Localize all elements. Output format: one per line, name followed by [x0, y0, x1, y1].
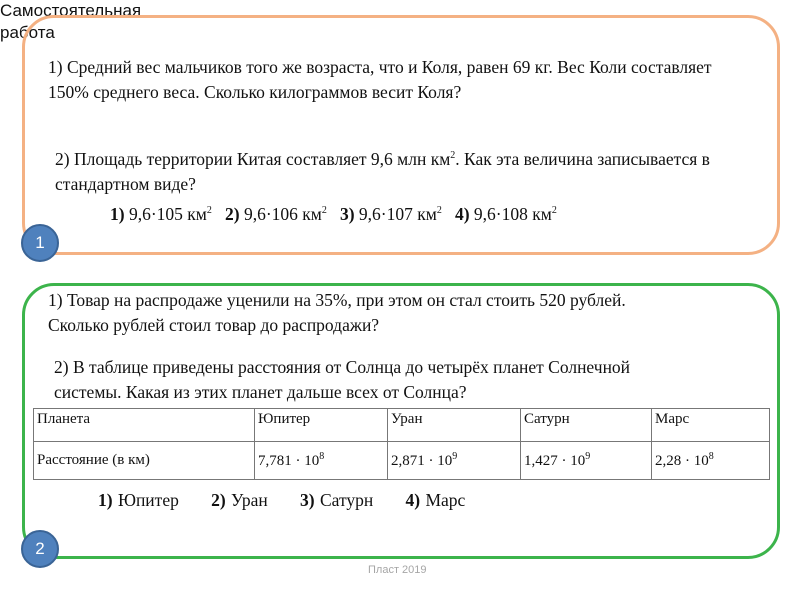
table-row [34, 442, 770, 480]
option-1: 1) 9,6·105 $км^2$ [110, 203, 212, 224]
table-cell: Уран [388, 409, 521, 442]
table-cell: Марс [652, 409, 770, 442]
card2-question-2: 2) В таблице приведены расстояния от Солнца до четырёх планет Солнечной системы. Какая из этих планет дальше всех от Солнца? [54, 357, 631, 402]
option-1: 1) Юпитер [98, 490, 179, 510]
option-3: 3) Сатурн [300, 490, 374, 510]
card1-options [110, 198, 557, 227]
q2-rest: . Как эта величина записывается в стандартном виде? [55, 148, 710, 194]
q2-text: 2) Площадь территории Китая составляет 9,6 млн км [55, 148, 451, 169]
table-cell: $1,427 \cdot 10^9$ [521, 442, 652, 480]
table-cell: Сатурн [521, 409, 652, 442]
card1-question-1: 1) Средний вес мальчиков того же возраста, что и Коля, равен 69 кг. Вес Коли составляет 150% среднего веса. Сколько килограммов весит Коля? [48, 57, 712, 102]
option-4: 4) 9,6·108 $км^2$ [454, 203, 557, 224]
table-cell: $2,871 \cdot 10^9$ [388, 442, 521, 480]
q2-exponent: 2 [450, 150, 456, 161]
table-cell: Расстояние (в км) [34, 442, 255, 480]
card1-question-2 [55, 143, 735, 197]
footer-text: Пласт 2019 [368, 564, 427, 576]
badge-1: 1 [21, 224, 59, 262]
option-3: 3) 9,6·107 $км^2$ [339, 203, 442, 224]
planet-distance-table [33, 408, 770, 480]
badge-2: 2 [21, 530, 59, 568]
option-2: 2) Уран [211, 490, 268, 510]
table-cell: Юпитер [255, 409, 388, 442]
option-4: 4) Марс [405, 490, 466, 510]
option-2: 2) 9,6·106 $км^2$ [224, 203, 327, 224]
table-cell: $7,781 \cdot 10^8$ [255, 442, 388, 480]
table-header-row [34, 409, 770, 442]
table-cell: Планета [34, 409, 255, 442]
table-cell: $2,28 \cdot 10^8$ [652, 442, 770, 480]
slide-title: Самостоятельная работа [0, 1, 142, 42]
card2-question-1: 1) Товар на распродаже уценили на 35%, при этом он стал стоить 520 рублей. Сколько рублей стоил товар до распродажи? [48, 290, 626, 335]
card2-options [98, 488, 465, 513]
